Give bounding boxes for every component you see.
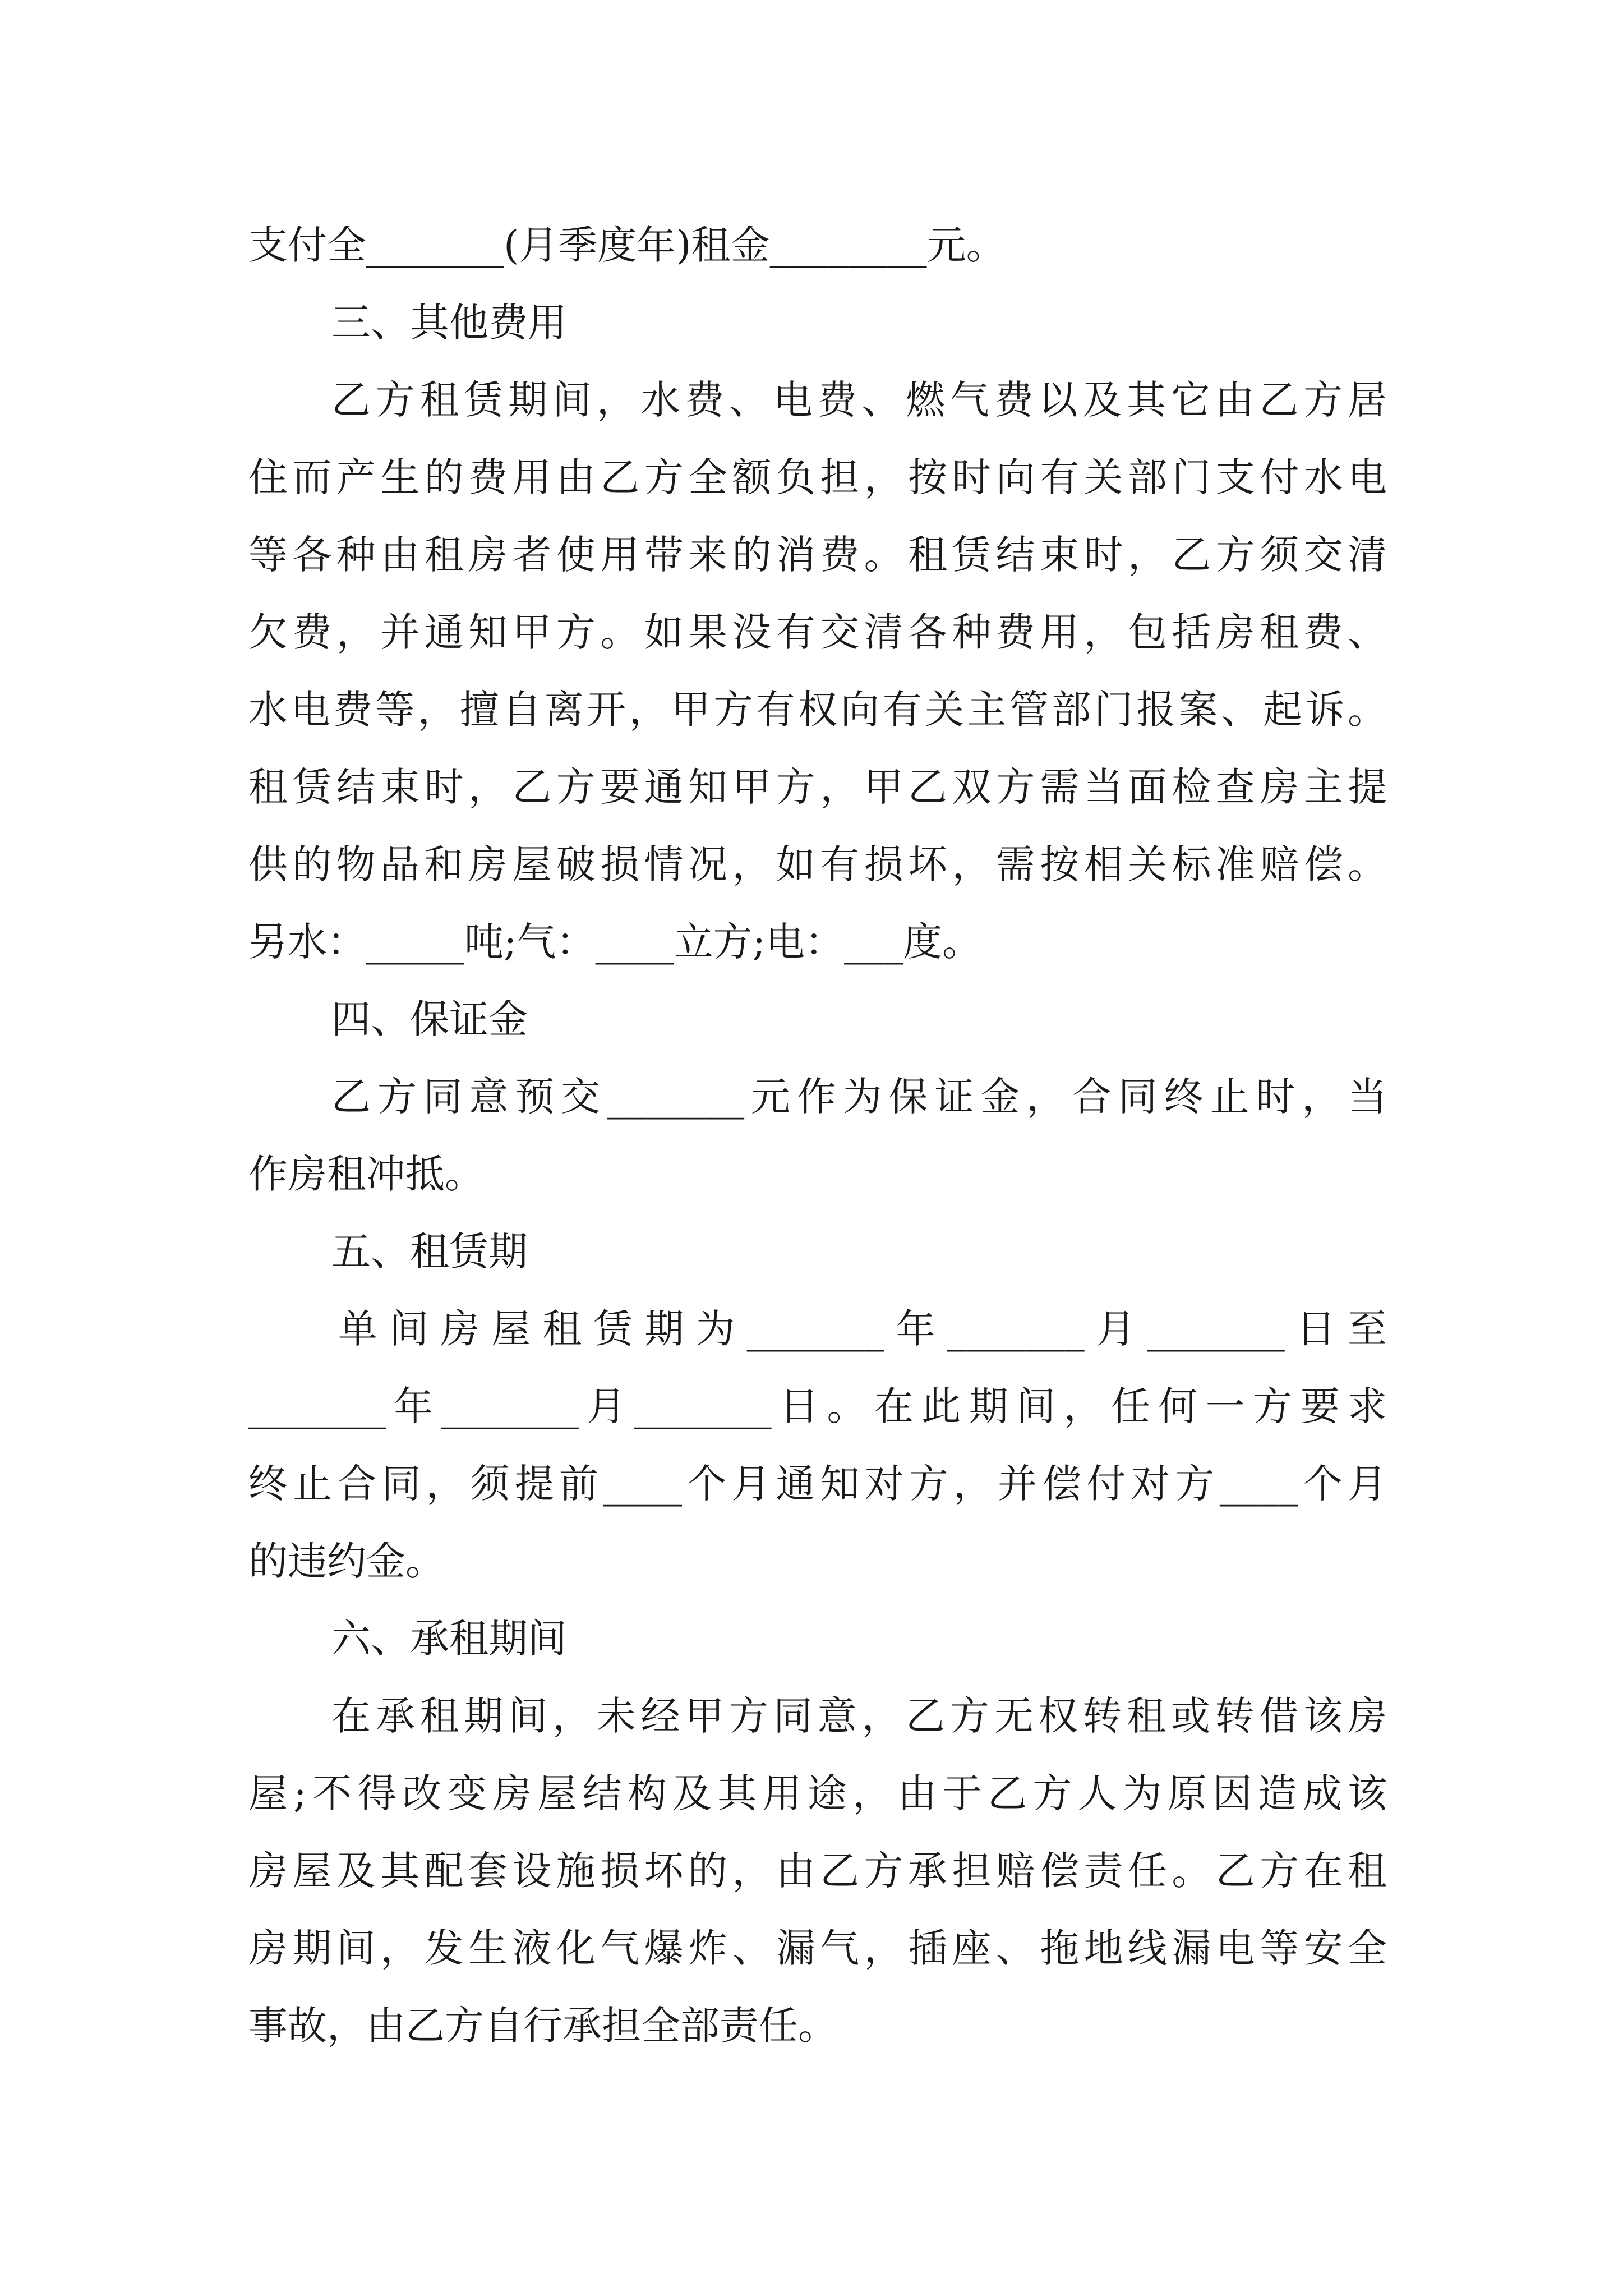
section-heading-lease-term: 五、租赁期 <box>331 1228 528 1274</box>
paragraph-line: 屋;不得改变房屋结构及其用途，由于乙方人为原因造成该 <box>248 1770 1387 1816</box>
section-heading-deposit: 四、保证金 <box>331 996 528 1042</box>
section-heading-tenancy-period: 六、承租期间 <box>331 1616 567 1662</box>
paragraph-line: 作房租冲抵。 <box>248 1151 484 1197</box>
paragraph-line: 单间房屋租赁期为_______年_______月_______日至 <box>338 1306 1387 1352</box>
paragraph-line: 乙方同意预交_______元作为保证金，合同终止时，当 <box>331 1074 1387 1120</box>
paragraph-line: _______年_______月_______日。在此期间，任何一方要求 <box>248 1383 1387 1429</box>
utility-readings-line: 另水：_____吨;气：____立方;电：___度。 <box>248 919 982 965</box>
paragraph-line: 供的物品和房屋破损情况，如有损坏，需按相关标准赔偿。 <box>248 841 1387 887</box>
payment-amount-line: 支付全_______(月季度年)租金________元。 <box>248 222 1006 268</box>
paragraph-line: 住而产生的费用由乙方全额负担，按时向有关部门支付水电 <box>248 454 1387 500</box>
paragraph-line: 等各种由租房者使用带来的消费。租赁结束时，乙方须交清 <box>248 532 1387 578</box>
paragraph-line: 房屋及其配套设施损坏的，由乙方承担赔偿责任。乙方在租 <box>248 1848 1387 1894</box>
paragraph-line: 欠费，并通知甲方。如果没有交清各种费用，包括房租费、 <box>248 609 1387 655</box>
paragraph-line: 的违约金。 <box>248 1538 445 1584</box>
paragraph-line: 水电费等，擅自离开，甲方有权向有关主管部门报案、起诉。 <box>248 687 1387 733</box>
paragraph-line: 终止合同，须提前____个月通知对方，并偿付对方____个月 <box>248 1461 1387 1507</box>
paragraph-line: 房期间，发生液化气爆炸、漏气，插座、拖地线漏电等安全 <box>248 1925 1387 1971</box>
paragraph-line: 事故，由乙方自行承担全部责任。 <box>248 2003 837 2049</box>
paragraph-line: 租赁结束时，乙方要通知甲方，甲乙双方需当面检查房主提 <box>248 764 1387 810</box>
paragraph-line: 在承租期间，未经甲方同意，乙方无权转租或转借该房 <box>331 1693 1387 1739</box>
section-heading-other-fees: 三、其他费用 <box>331 300 567 346</box>
document-body <box>248 206 1387 2064</box>
paragraph-line: 乙方租赁期间，水费、电费、燃气费以及其它由乙方居 <box>331 377 1387 423</box>
